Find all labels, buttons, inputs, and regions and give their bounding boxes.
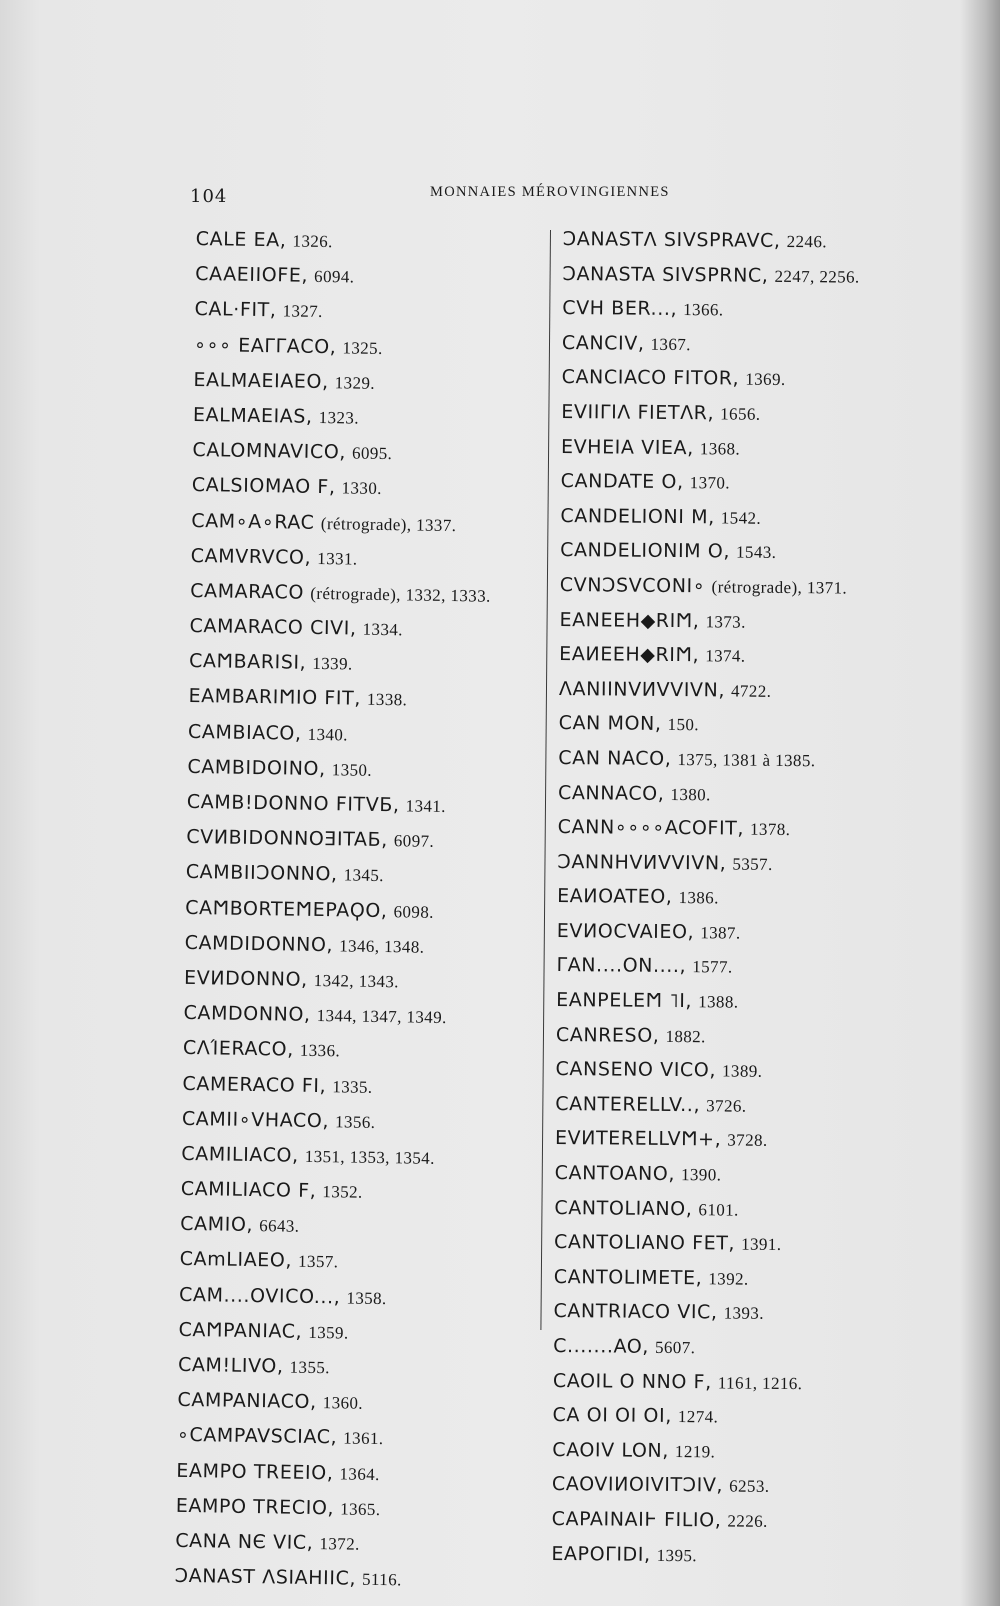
coin-legend: C.......AO (553, 1334, 643, 1358)
index-entry: CAMIO, 6643. (180, 1213, 300, 1237)
coin-legend: CAOVIИOIVITƆIV (551, 1473, 717, 1497)
coin-legend: CAOIL O NNO F (552, 1369, 706, 1393)
index-entry (560, 568, 940, 606)
coin-reference-numbers: 1327. (282, 301, 323, 322)
index-entry: ΕAИEΕH◆RIϺ, 1374. (559, 643, 746, 667)
coin-legend: CANNACO (557, 781, 658, 805)
index-entry: CAMBIACO, 1340. (187, 720, 349, 745)
coin-reference-numbers: 6094. (313, 267, 355, 287)
coin-reference-numbers: 1372. (319, 1534, 360, 1554)
coin-reference-numbers: 1330. (341, 478, 382, 499)
left-column (174, 222, 541, 1600)
coin-legend: CAMIO (180, 1213, 247, 1237)
coin-legend: ƆANNHVИVVIVN (557, 850, 720, 875)
index-entry: CANTERELLV.., 3726. (555, 1092, 747, 1117)
coin-legend: CAM....OVICO... (178, 1283, 334, 1308)
coin-reference-numbers: 1352. (322, 1182, 363, 1202)
coin-reference-numbers: 1357. (297, 1252, 339, 1272)
running-title: MONNAIES MÉROVINGIENNES (430, 184, 670, 200)
coin-legend: CAMDIDONNO (184, 931, 327, 956)
page-number: 104 (190, 186, 228, 207)
index-entry: CANDELIONI M, 1542. (560, 504, 762, 529)
coin-reference-numbers: 1341. (405, 796, 447, 816)
coin-legend: CAM!LIVO (177, 1353, 278, 1378)
index-entry: ΕVИTERELLVϺ+, 3728. (554, 1127, 768, 1151)
coin-reference-numbers: 1369. (745, 369, 786, 390)
index-entry: CAMILIACO F, 1352. (180, 1177, 363, 1203)
coin-reference-numbers: 1326. (292, 231, 333, 252)
coin-reference-numbers: 1380. (670, 784, 711, 804)
coin-legend: CAL·FIT (194, 298, 271, 322)
index-entry: CANNACO, 1380. (557, 781, 711, 805)
coin-legend: CAN MON (558, 712, 655, 736)
index-entry: CAMBIDOINO, 1350. (187, 755, 373, 781)
coin-legend: CANA NЄ VIC (175, 1529, 307, 1554)
index-entry: CAmLIAΕO, 1357. (179, 1248, 339, 1273)
coin-reference-numbers: 1323. (318, 407, 360, 428)
column-divider (540, 230, 551, 1330)
coin-reference-numbers: 1325. (342, 337, 383, 358)
coin-legend: ΕVHΕIA VIΕA (560, 435, 688, 459)
coin-legend: ∘∘∘ ΕΑΓΓΑCO (193, 333, 330, 358)
index-entry: CAMDIDONNO, 1346, 1348. (184, 931, 425, 957)
index-entry: ΕAMBARIϺIO FIT, 1338. (188, 685, 408, 711)
index-entry: ƆANNHVИVVIVN, 5357. (557, 850, 773, 875)
coin-legend: ΕAPOΓIDI (551, 1542, 645, 1566)
index-entry (191, 503, 537, 544)
coin-legend: CA OI OI OI (552, 1404, 666, 1428)
index-entry: CANDELIONIM O, 1543. (560, 539, 777, 563)
coin-reference-numbers: 1342, 1343. (313, 970, 400, 992)
index-entry: CANTOLIANO, 6101. (554, 1196, 739, 1220)
coin-reference-numbers: 1389. (721, 1061, 763, 1082)
coin-legend: CAϺBARISI (188, 650, 300, 674)
coin-legend: CANCIACO FITOR (561, 366, 733, 390)
coin-legend: CAMERACO FI (182, 1072, 320, 1097)
index-entry: CANTOANO, 1390. (554, 1161, 722, 1186)
coin-reference-numbers: 1356. (334, 1111, 376, 1132)
coin-legend: CANDELIONI M (560, 504, 709, 529)
coin-legend: ΛANIINVИVVIVN (558, 677, 719, 702)
coin-legend: CALE ΕΑ (195, 227, 281, 252)
index-entry: CANRESO, 1882. (555, 1023, 706, 1047)
coin-reference-numbers: 1338. (366, 690, 408, 710)
coin-legend: CAM∘A∘RAC (191, 509, 315, 534)
index-entry: CANSENO VICO, 1389. (555, 1058, 763, 1082)
coin-legend: ΕAMPO TREΕIO (176, 1459, 327, 1484)
index-entry: CAMBIIƆONNO, 1345. (185, 861, 385, 886)
coin-legend: ΕALMAΕIAΕO (193, 368, 323, 393)
index-entry: CAMILIACO, 1351, 1353, 1354. (181, 1142, 435, 1168)
coin-legend: ΕVИTERELLVϺ+ (554, 1127, 715, 1151)
coin-reference-numbers: 1161, 1216. (717, 1372, 803, 1393)
coin-legend: CANTOLIANO FΕT (554, 1231, 729, 1255)
coin-legend: ΕAИEΕH◆RIϺ (559, 643, 693, 667)
coin-reference-numbers: 1393. (723, 1303, 764, 1324)
index-entry: CAOIV LON, 1219. (552, 1438, 716, 1462)
coin-legend: CAMVRVCO (190, 544, 305, 569)
coin-reference-numbers: 5607. (654, 1337, 696, 1358)
coin-reference-numbers: (rétrograde), 1371. (711, 577, 848, 598)
coin-reference-numbers: 1656. (720, 404, 761, 424)
coin-legend: ΕAMBARIϺIO FIT (188, 685, 355, 710)
index-entry: CAϺPANIAC, 1359. (178, 1318, 349, 1343)
index-entry: ∘∘∘ ΕΑΓΓΑCO, 1325. (193, 333, 383, 358)
coin-legend: ΕAИOATEO (557, 885, 666, 909)
coin-legend: ƆANASTΛ SIVSPRAVC (562, 227, 775, 252)
index-entry: CAN NACO, 1375, 1381 à 1385. (558, 746, 816, 771)
coin-reference-numbers: 1219. (674, 1441, 716, 1462)
coin-legend: ƆANASTA SIVSPRNC (562, 262, 762, 287)
coin-legend: CAMBIACO (187, 720, 296, 745)
coin-reference-numbers: 2246. (786, 231, 827, 252)
coin-legend: ΕVИOCVAIΕO (556, 919, 688, 943)
index-entry: CAMPANIACO, 1360. (177, 1389, 364, 1414)
index-entry: ΕALMAΕIAΕO, 1329. (193, 368, 376, 393)
coin-reference-numbers: 150. (667, 715, 700, 735)
index-entry: CAϺBARISI, 1339. (188, 650, 353, 675)
index-entry: ΕANEΕH◆RIϺ, 1373. (559, 608, 746, 632)
coin-legend: CAϺPANIAC (178, 1318, 296, 1343)
coin-reference-numbers: 1361. (343, 1428, 384, 1449)
coin-legend: CAMDONNO (183, 1002, 305, 1026)
index-entry: CAMVRVCO, 1331. (190, 544, 358, 569)
coin-reference-numbers: 1360. (322, 1393, 364, 1413)
coin-reference-numbers: 1339. (312, 654, 353, 674)
coin-legend: CALOMNAVICO (192, 439, 340, 464)
coin-legend: CAPAINAIⱵ FILIO (551, 1507, 715, 1532)
index-entry: CΛΊERACO, 1336. (182, 1037, 341, 1062)
coin-legend: CANTRIACO VIC (553, 1300, 712, 1324)
right-column (551, 222, 943, 1574)
coin-legend: CANTOLIMETE (553, 1265, 696, 1290)
index-entry: CANTRIACO VIC, 1393. (553, 1300, 764, 1324)
index-entry: ΕANPELEϺ ˥I, 1388. (556, 989, 739, 1013)
coin-legend: CALSIOMAO F (191, 474, 330, 499)
index-entry: CANCIV, 1367. (561, 331, 691, 355)
index-entry: ΕAMPO TRECIO, 1365. (175, 1494, 381, 1520)
index-entry: ΕVИDONNO, 1342, 1343. (183, 966, 400, 992)
coin-legend: CVH BER... (562, 297, 671, 321)
coin-legend: CAMARACO CIVI (189, 615, 351, 640)
coin-legend: ΕANEΕH◆RIϺ (559, 608, 693, 632)
coin-legend: ΕAMPO TRECIO (175, 1494, 328, 1519)
coin-reference-numbers: 1375, 1381 à 1385. (677, 749, 816, 771)
coin-reference-numbers: 1344, 1347, 1349. (316, 1006, 447, 1028)
index-entry: C.......AO, 5607. (553, 1334, 696, 1358)
index-entry: CALSIOMAO F, 1330. (191, 474, 382, 499)
coin-reference-numbers: 1378. (750, 819, 791, 840)
coin-reference-numbers: 6101. (698, 1199, 739, 1220)
coin-reference-numbers: 1355. (289, 1357, 330, 1378)
coin-reference-numbers: 1358. (346, 1288, 387, 1308)
coin-legend: CAϺBORTEϺEPAϘO (185, 896, 382, 922)
index-entry: ΛANIINVИVVIVN, 4722. (558, 677, 772, 702)
index-entry: CANCIACO FITOR, 1369. (561, 366, 786, 390)
coin-reference-numbers: 1359. (308, 1322, 349, 1343)
coin-legend: ∘CAMPAVSCIAC (176, 1424, 331, 1449)
coin-reference-numbers: 1387. (700, 923, 741, 943)
coin-legend: ΕANPELEϺ ˥I (556, 989, 686, 1013)
index-entry: ΕAMPO TREΕIO, 1364. (176, 1459, 380, 1484)
coin-reference-numbers: 1390. (680, 1165, 722, 1185)
coin-legend: CANDATE O (560, 470, 678, 494)
coin-reference-numbers: 6253. (729, 1476, 770, 1497)
index-entry: CAL·FIT, 1327. (194, 298, 323, 322)
coin-legend: CAMILIACO (181, 1142, 293, 1167)
coin-legend: CΛΊERACO (182, 1037, 288, 1061)
index-entry: CAMARACO CIVI, 1334. (189, 615, 404, 640)
coin-reference-numbers: 1334. (362, 619, 404, 640)
coin-legend: CAMPANIACO (177, 1389, 311, 1414)
coin-reference-numbers: 1882. (665, 1026, 706, 1046)
index-entry: CAPAINAIⱵ FILIO, 2226. (551, 1507, 768, 1532)
coin-legend: CANSENO VICO (555, 1058, 710, 1082)
coin-legend: ΕVИDONNO (183, 966, 302, 991)
coin-legend: CAMB!DONNO FITVƂ (186, 790, 394, 817)
coin-reference-numbers: 1351, 1353, 1354. (304, 1146, 435, 1168)
coin-reference-numbers: 1542. (720, 508, 762, 528)
coin-reference-numbers: (rétrograde), 1337. (320, 513, 457, 535)
coin-reference-numbers: 1365. (340, 1499, 381, 1519)
coin-legend: ΕALMAΕIAS (192, 403, 307, 428)
coin-legend: CANDELIONIM O (560, 539, 724, 563)
index-entry: CAϺBORTEϺEPAϘO, 6098. (185, 896, 434, 922)
coin-reference-numbers: 6097. (393, 831, 435, 852)
coin-reference-numbers: 5357. (732, 854, 773, 874)
index-entry: CAOIL O NNO F, 1161, 1216. (552, 1369, 803, 1393)
index-entry: CAMDONNO, 1344, 1347, 1349. (183, 1002, 447, 1028)
index-entry: CANTOLIMETE, 1392. (553, 1265, 749, 1290)
index-entry: CANN∘∘∘∘ACOFIT, 1378. (557, 816, 791, 840)
coin-reference-numbers: 1543. (735, 542, 777, 563)
coin-reference-numbers: 1392. (708, 1269, 749, 1289)
coin-legend: CAMBIIƆONNO (185, 861, 332, 886)
coin-legend: CAMARACO (190, 579, 305, 604)
coin-legend: CANTOLIANO (554, 1196, 686, 1220)
coin-reference-numbers: 3726. (706, 1096, 747, 1116)
index-entry: CAM!LIVO, 1355. (177, 1353, 330, 1378)
index-entry: CAMII∘VHACO, 1356. (181, 1107, 376, 1132)
coin-reference-numbers: 1388. (698, 992, 739, 1012)
coin-reference-numbers: 1346, 1348. (339, 936, 425, 957)
index-entry: CALOMNAVICO, 6095. (192, 439, 393, 464)
index-entry: ΓAN....ON...., 1577. (556, 954, 733, 978)
index-entry: CANA NЄ VIC, 1372. (175, 1529, 360, 1555)
index-entry: CAMB!DONNO FITVƂ, 1341. (186, 790, 447, 817)
coin-reference-numbers: 1386. (678, 888, 719, 908)
index-entry: CAMERACO FI, 1335. (182, 1072, 373, 1097)
index-entry: CALE ΕΑ, 1326. (195, 227, 333, 252)
coin-legend: CVNƆSVCONI∘ (559, 573, 706, 598)
coin-reference-numbers: 1364. (339, 1463, 380, 1484)
index-entry: ΕAPOΓIDI, 1395. (551, 1542, 698, 1566)
coin-reference-numbers: 6098. (393, 901, 434, 922)
index-entry: ƆANASTA SIVSPRNC, 2247, 2256. (562, 262, 860, 287)
coin-reference-numbers: (rétrograde), 1332, 1333. (310, 583, 491, 606)
index-entry: CVH BER..., 1366. (562, 297, 724, 321)
index-entry: CANDATE O, 1370. (560, 470, 731, 494)
coin-legend: CANTERELLV.. (555, 1092, 694, 1117)
coin-reference-numbers: 1345. (343, 865, 385, 886)
coin-reference-numbers: 1274. (677, 1407, 719, 1427)
coin-reference-numbers: 6643. (258, 1216, 300, 1236)
index-entry: CVИBIDONNOƎITAƂ, 6097. (186, 826, 435, 852)
index-entry: CAAEIIOFE, 6094. (195, 263, 355, 288)
coin-legend: CANCIV (561, 331, 638, 355)
index-entry: ΕAИOATEO, 1386. (557, 885, 719, 909)
coin-legend: CAMBIDOINO (187, 755, 320, 780)
index-entry: ∘CAMPAVSCIAC, 1361. (176, 1424, 384, 1449)
coin-reference-numbers: 1366. (683, 300, 724, 320)
index-entry: CA OI OI OI, 1274. (552, 1404, 719, 1428)
coin-legend: CANTOANO (554, 1161, 669, 1185)
coin-reference-numbers: 1329. (334, 372, 376, 393)
coin-legend: CAOIV LON (552, 1438, 663, 1462)
index-entry: CANTOLIANO FΕT, 1391. (554, 1231, 782, 1255)
coin-legend: ΓAN....ON.... (556, 954, 680, 978)
index-entry (190, 574, 536, 615)
coin-reference-numbers: 1370. (689, 473, 731, 493)
coin-reference-numbers: 1335. (332, 1076, 373, 1097)
index-entry: CAM....OVICO..., 1358. (178, 1283, 387, 1309)
coin-reference-numbers: 1350. (331, 760, 373, 780)
coin-reference-numbers: 3728. (727, 1130, 768, 1151)
coin-legend: CVИBIDONNOƎITAƂ (186, 826, 382, 852)
coin-reference-numbers: 4722. (730, 681, 772, 701)
coin-reference-numbers: 1367. (650, 334, 691, 354)
coin-legend: CANRESO (555, 1023, 653, 1047)
coin-legend: CAAEIIOFE (195, 263, 302, 287)
coin-legend: CAN NACO (558, 746, 665, 770)
coin-reference-numbers: 2247, 2256. (774, 266, 860, 287)
coin-reference-numbers: 1368. (699, 438, 741, 459)
coin-legend: CAMII∘VHACO (181, 1107, 323, 1132)
coin-reference-numbers: 5116. (361, 1569, 402, 1590)
coin-reference-numbers: 1336. (299, 1041, 341, 1061)
coin-reference-numbers: 1395. (656, 1545, 698, 1565)
index-entry: ƆANASTΛ SIVSPRAVC, 2246. (562, 227, 827, 252)
index-entry: ΕVИOCVAIΕO, 1387. (556, 919, 741, 944)
coin-reference-numbers: 6095. (351, 443, 393, 464)
coin-legend: ƆANAST ΛSIAHIIC (174, 1564, 350, 1590)
coin-reference-numbers: 1340. (307, 724, 349, 745)
coin-reference-numbers: 1331. (317, 548, 358, 569)
index-entry: CAN MON, 150. (558, 712, 700, 736)
coin-reference-numbers: 1373. (705, 611, 746, 632)
coin-legend: CANN∘∘∘∘ACOFIT (557, 816, 738, 840)
coin-legend: CAMILIACO F (180, 1177, 310, 1202)
coin-legend: CAmLIAΕO (179, 1248, 286, 1272)
index-entry: CAOVIИOIVITƆIV, 6253. (551, 1473, 770, 1497)
coin-legend: ΕVIIΓIΛ FIETΛR (561, 400, 708, 425)
index-entry: ΕALMAΕIAS, 1323. (192, 403, 360, 428)
index-entry: ƆANAST ΛSIAHIIC, 5116. (174, 1564, 402, 1590)
coin-reference-numbers: 2226. (727, 1511, 768, 1531)
coin-reference-numbers: 1374. (705, 646, 746, 666)
coin-reference-numbers: 1391. (741, 1234, 782, 1255)
index-entry: ΕVHΕIA VIΕA, 1368. (560, 435, 741, 459)
index-entry: ΕVIIΓIΛ FIETΛR, 1656. (561, 400, 761, 425)
coin-reference-numbers: 1577. (692, 957, 733, 977)
